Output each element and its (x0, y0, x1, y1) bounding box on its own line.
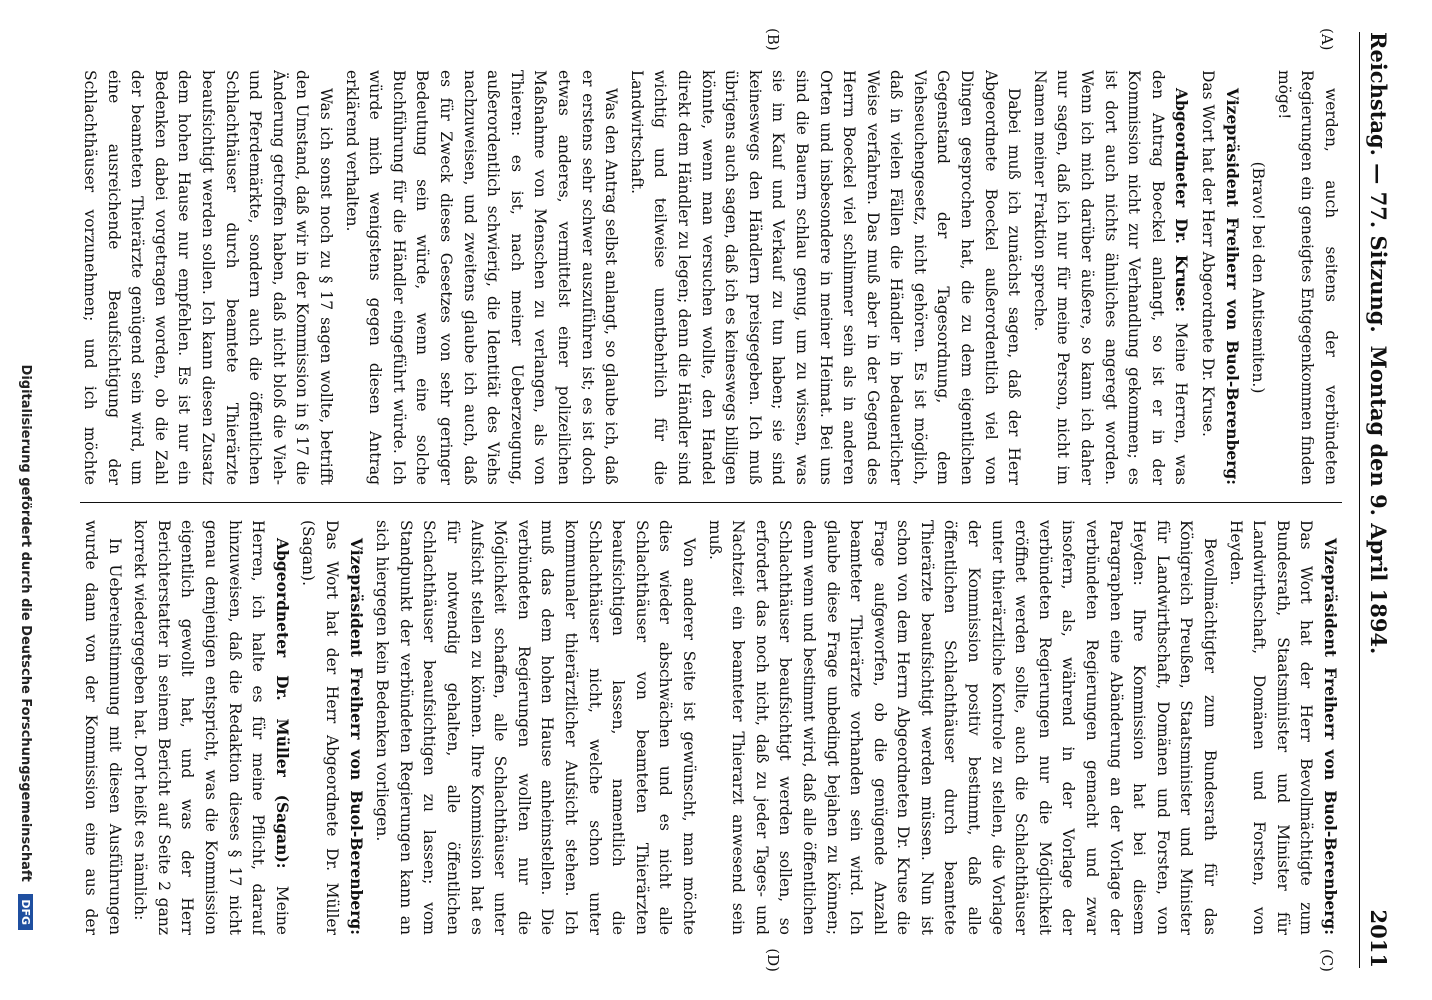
body-paragraph: werden, auch seitens der verbündeten Regierungen ein geneigtes Entgegenkommen finden möge! (1274, 70, 1340, 485)
margin-marker-b: (B) (764, 28, 782, 51)
scanned-page (10, 10, 1422, 990)
speech-text: Meine Herren, ich halte es für meine Pflicht, darauf hinzuweisen, daß die Redaktion dieses § 17 nicht genau demjenigen entspricht, was die Kommission eigentlich gewollt hat, und was der Herr Berichterstatter in seinem Bericht auf Seite 2 ganz korrekt wiedergegeben hat. Dort heißt es nämlich: (131, 520, 291, 935)
footer-credit: Digitalisierung gefördert durch die Deutsche Forschungsgemeinschaft (18, 364, 33, 882)
margin-marker-d: (D) (764, 948, 782, 972)
body-paragraph: Was den Antrag selbst anlangt, so glaube ich, daß er erstens sehr schwer auszuführen ist; es ist doch etwas anderes, vermittelst einer polizeilichen Maßnahme von Menschen zu verlangen, als von Thieren: es ist, nach meiner Ueberzeugung, außerordentlich schwierig, die Identität des Viehs nachzuweisen, und zweitens glaube ich auch, daß es für Zweck dieses Gesetzes von sehr geringer Bedeutung sein würde, wenn eine solche Buchführung für die Händler eingeführt würde. Ich würde mich wenigstens gegen diesen Antrag erklärend verhalten. (342, 70, 621, 485)
page-footer (18, 70, 33, 930)
left-column (80, 70, 1342, 485)
margin-marker-a: (A) (1318, 28, 1336, 51)
header-date: Montag den 9. April 1894. (1366, 345, 1391, 655)
page-header (1359, 32, 1404, 968)
speech-paragraph (1027, 70, 1193, 485)
speaker-name: Vizepräsident Freiherr von Buol-Berenberg: (1222, 88, 1242, 485)
stage-direction: (Bravo! bei den Antisemiten.) (1249, 161, 1268, 394)
dfg-logo: DFG (18, 894, 33, 930)
body-paragraph: Bevollmächtigter zum Bundesrath für das Königreich Preußen, Staatsminister und Minister für Landwirthschaft, Domänen und Forsten, von Heyden: Ihre Kommission hat bei diesem Paragraphen eine Abänderung an der Vorlage der verbündeten Regierungen gemacht und zwar insofern, als, während in der Vorlage der verbündeten Regierungen nur die Möglichkeit eröffnet werden sollte, auch die Schlachthäuser unter thierärztliche Kontrole zu stellen, die Vorlage der Kommission positiv bestimmt, daß alle öffentlichen Schlachthäuser durch beamtete Thierärzte beaufsichtigt werden müssen. Nun ist schon von dem Herrn Abgeordneten Dr. Kruse die Frage aufgeworfen, ob die genügende Anzahl beamteter Thierärzte vorhanden sein wird. Ich glaube diese Frage unbedingt bejahen zu können; denn wenn und bestimmt wird, daß alle öffentlichen Schlachthäuser beaufsichtigt werden sollen, so erfordert das noch nicht, daß zu jeder Tages- und Nachtzeit ein beamteter Thierarzt anwesend sein muß. (705, 520, 1220, 935)
speech-paragraph (1195, 70, 1243, 485)
body-paragraph: Was ich sonst noch zu § 17 sagen wollte, betrifft den Umstand, daß wir in der Kommission in § 17 die Änderung getroffen haben, daß nicht bloß die Vieh- und Pferdemärkte, sondern auch die öffentlichen Schlachthäuser durch beamtete Thierärzte beaufsichtigt werden sollen. Ich kann diesen Zusatz dem hohen Hause nur empfehlen. Es ist nur ein Bedenken dabei vorgetragen worden, ob die Zahl der beamteten Thierärzte genügend sein wird, um eine ausreichende Beaufsichtigung der Schlachthäuser vorzunehmen; und ich möchte (81, 70, 336, 485)
right-column (80, 520, 1342, 935)
body-paragraph: Von anderer Seite ist gewünscht, man möchte dies wieder abschwächen und es nicht alle Schlachthäuser von beamteten Thierärzten beaufsichtigen lassen, namentlich die Schlachthäuser nicht, welche schon unter kommunaler thierärztlicher Aufsicht stehen. Ich muß das dem hohen Hause anheimstellen. Die verbündeten Regierungen wollten nur die Möglichkeit schaffen, alle Schlachthäuser unter Aufsicht stellen zu können. Ihre Kommission hat es für notwendig gehalten, alle öffentlichen Schlachthäuser beaufsichtigen zu lassen; vom Standpunkt der verbündeten Regierungen kann an sich hiergegen kein Bedenken vorliegen. (373, 520, 698, 935)
header-session: Reichstag. — 77. Sitzung. (1366, 32, 1391, 333)
column-divider (80, 502, 1342, 503)
speaker-name: Vizepräsident Freiherr von Buol-Berenberg: (346, 538, 366, 935)
speech-paragraph (128, 520, 294, 935)
speech-text: Meine Herren, was den Antrag Boeckel anlangt, so ist er in der Kommission nicht zur Verhandlung gekommen; es ist dort auch nichts ähnliches angeregt worden. Wenn ich mich darüber äußere, so kann ich daher nur sagen, daß ich nur für meine Person, nicht im Namen meiner Fraktion spreche. (1030, 70, 1191, 485)
speech-paragraph (1223, 520, 1342, 935)
speaker-name: Abgeordneter Dr. Müller (Sagan): (272, 538, 292, 869)
body-paragraph: In Uebereinstimmung mit diesen Ausführungen wurde dann von der Kommission eine aus der (82, 520, 124, 935)
speech-text: Das Wort hat der Herr Abgeordnete Dr. Kruse. (1199, 70, 1218, 437)
speech-text: Das Wort hat der Herr Bevollmächtigte zum Bundesrath, Staatsminister und Minister für Landwirthschaft, Domänen und Forsten, von Heyden. (1226, 520, 1316, 935)
header-page-number: 2011 (1366, 909, 1391, 968)
speaker-name: Abgeordneter Dr. Kruse: (1172, 88, 1192, 313)
body-paragraph: Dabei muß ich zunächst sagen, daß der Herr Abgeordnete Boeckel außerordentlich viel von Dingen gesprochen hat, die zu dem eigentlichen Gegenstand der Tagesordnung, dem Viehseuchengesetz, nicht gehören. Es ist möglich, daß in vielen Fällen die Händler in bedauerlicher Weise verfahren. Das muß aber in der Gegend des Herrn Boeckel viel schlimmer sein als in anderen Orten und insbesondere in meiner Heimat. Bei uns sind die Bauern schlau genug, um zu wissen, was sie im Kauf und Verkauf zu tun haben; sie sind keineswegs den Händlern preisgegeben. Ich muß übrigens auch sagen, daß ich es keineswegs billigen könnte, wenn man versuchen wollte, den Handel direkt dem Händler zu legen; denn die Händler sind wichtig und teilweise unentbehrlich für die Landwirtschaft. (627, 70, 1024, 485)
margin-marker-c: (C) (1318, 948, 1336, 972)
speaker-name: Vizepräsident Freiherr von Buol-Berenberg: (1321, 538, 1340, 935)
speech-text: Das Wort hat der Herr Abgeordnete Dr. Müller (Sagan). (299, 520, 342, 935)
speech-paragraph (296, 520, 368, 935)
